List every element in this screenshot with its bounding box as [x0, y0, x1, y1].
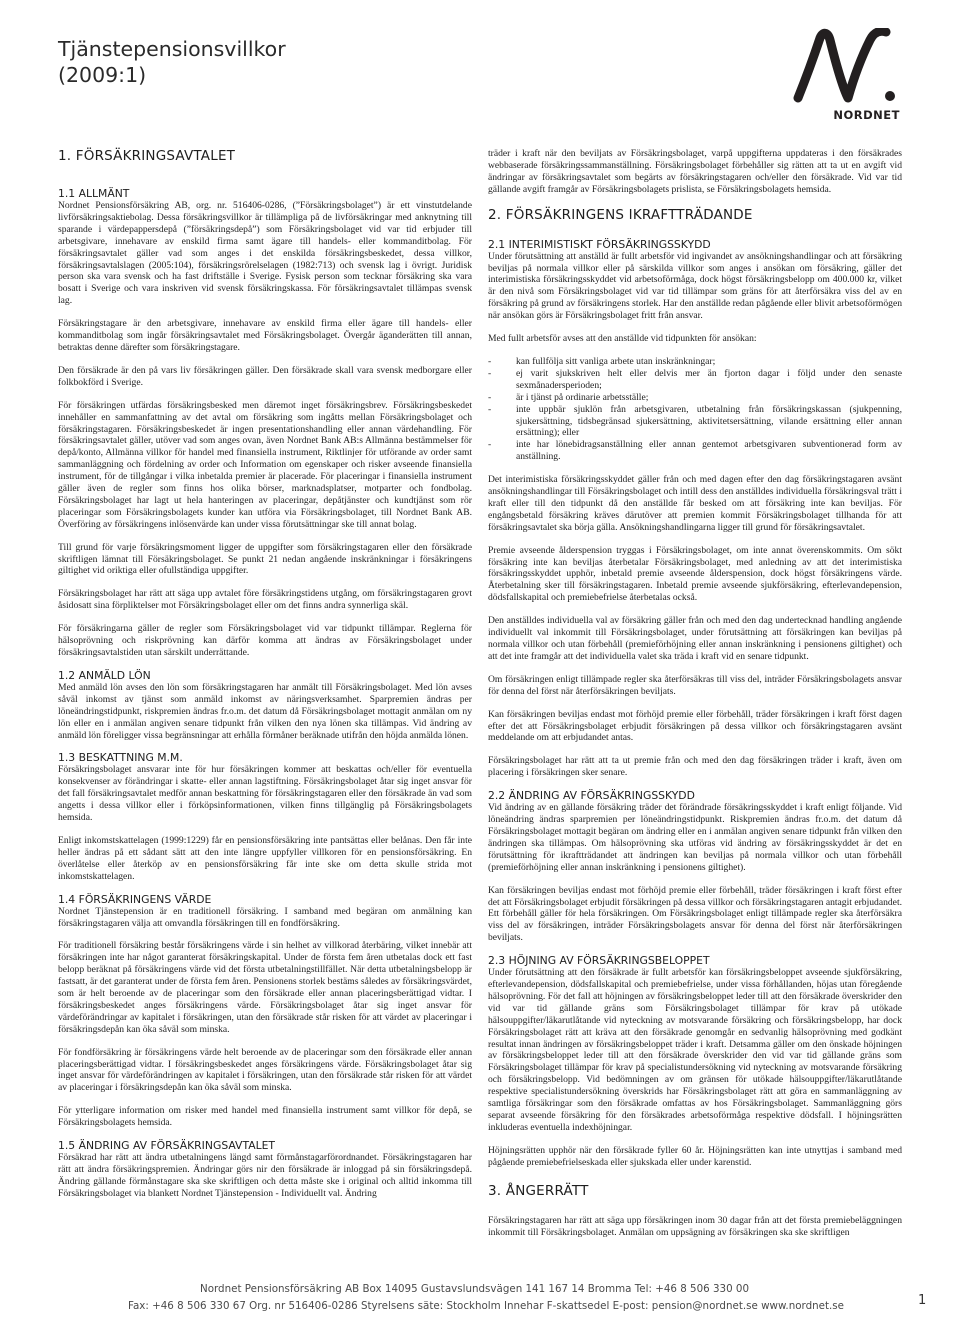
left-column: [58, 148, 472, 1211]
paragraph: Försäkringstagaren har rätt att säga upp försäkringen inom 30 dagar från att det första premiebeläggningen inkommit till Försäkringsbolaget. Anmälan om uppsägning av försäkringen ska ske skriftligen: [488, 1214, 902, 1238]
page-number: 1: [918, 1293, 927, 1308]
document-title: [58, 36, 286, 88]
footer-contact-line: Fax: +46 8 506 330 67 Org. nr 516406-0286 Styrelsens säte: Stockholm Innehar F-skattsedel E-post: pension@nordnet.se www.nordnet.se: [128, 1300, 844, 1312]
paragraph: Kan försäkringen beviljas endast mot förhöjd premie eller förbehåll, träder försäkringen i kraft först efter det att Försäkringsbolaget erbjudit försäkringen på dessa villkor och försäkringstagaren antagit erbjudandet. Ett förbehåll gäller för hela försäkringen. Om Försäkringsbolaget enligt tillämpade regler ska återförsäkra viss del av försäkringen, inträder Försäkringsbolagets ansvar för denna del först när återförsäkringen beviljats.: [488, 884, 903, 944]
section-2-2-heading: 2.2 ÄNDRING AV FÖRSÄKRINGSSKYDD: [488, 789, 695, 803]
section-1-1-heading: 1.1 ALLMÄNT: [58, 187, 130, 200]
paragraph: Försäkringsbolaget har rätt att ta ut premie från och med den dag försäkringen träder i kraft, även om placering i försäkringen sker senare.: [488, 755, 902, 779]
section-1-2-heading: 1.2 ANMÄLD LÖN: [58, 668, 151, 682]
paragraph: Premie avseende ålderspension tryggas i Försäkringsbolaget, om inte annat överenskommits. Om sökt försäkring inte kan beviljas återbetalar Försäkringsbolaget, med anledning av att det interimistiska försäkringsskyddet upphör, inbetald premie avseende ålderspension, dock högst försäkringens värde. Återbetalning sker till försäkringstagaren. Inbetald premie avseende sjukförsäkring, efterlevandepension, dödsfallskapital och premiebefrielse återbetalas också.: [488, 544, 902, 604]
section-1-heading: 1. FÖRSÄKRINGSAVTALET: [58, 148, 236, 164]
paragraph: Den försäkrade är den på vars liv försäkringen gäller. Den försäkrade skall vara svensk medborgare eller folkbokförd i Sverige.: [58, 364, 472, 388]
list-item: - kan fullfölja sitt vanliga arbete utan inskränkningar;: [488, 356, 902, 368]
right-column: [488, 148, 902, 1249]
paragraph: För försäkringarna gäller de regler som Försäkringsbolaget vid var tidpunkt tillämpar. Reglerna för hälsoprövning och riskprövning kan därför komma att ändras av Försäkringsbolaget under försäkringsavtalstiden utan särskilt underrättande.: [58, 623, 472, 658]
logo-wordmark: NORDNET: [833, 108, 900, 122]
nordnet-logo-mark-icon: [790, 28, 900, 110]
paragraph: Det interimistiska försäkringsskyddet gäller från och med dagen efter den dag försäkringstagaren avsänt ansökningshandlingar till Försäkringsbolaget och intill dess den anställdes individuella försäkringsval trätt i kraft eller till den tidpunkt då den anställde får besked om att försäkring inte kan beviljas. För engångsbetald försäkring kräves därutöver att premien kommit Försäkringsbolaget tillhanda för att försäkringsavtalet ska börja gälla. Ansökningshandlingarna ligger till grund för försäkringsavtalet.: [488, 474, 902, 533]
paragraph: Enligt inkomstskattelagen (1999:1229) får en pensionsförsäkring inte pantsättas eller belånas. Den får inte heller ändras på ett sådant sätt att den inte längre uppfyller villkoren för en pensionsförsäkring. En överlåtelse eller återköp av en pensionsförsäkring får inte ske om detta skulle strida mot inkomstskattelagen.: [58, 834, 472, 882]
section-1-5-heading: 1.5 ÄNDRING AV FÖRSÄKRINGSAVTALET: [58, 1139, 276, 1153]
section-2-3-heading: 2.3 HÖJNING AV FÖRSÄKRINGSBELOPPET: [488, 954, 710, 968]
paragraph: Den anställdes individuella val av försäkring gäller från och med den dag undertecknad handling angående individuellt val inkommit till Försäkringsbolaget, under förutsättning att försäkringen kan beviljas på normala villkor och utan förbehåll (premieförhöjning eller annan inskränkning i pensionens giltighet) och att det inte framgår att det individuella valet ska träda i kraft vid en senare tidpunkt.: [488, 615, 902, 662]
paragraph: Med anmäld lön avses den lön som försäkringstagaren har anmält till Försäkringsbolaget. Med lön avses såväl inkomst av tjänst som anmäld inkomst av näringsverksamhet. Sparpremien ändras per löneändringstidpunkt, riskpremien ändras fr.o.m. det datum då Försäkringsbolaget mottagit anmälan om ny lön eller en i anmälan angiven senare tidpunkt från vilken den nya lönen ska tillämpas. Vid ändring av anmäld lön föreligger vissa begränsningar att erhålla förmåner beräknade utifrån den höjda anmälda lönen.: [58, 681, 472, 741]
paragraph: För ytterligare information om risker med handel med finansiella instrument samt villkor för depå, se Försäkringsbolagets hemsida.: [58, 1105, 472, 1129]
paragraph: Om försäkringen enligt tillämpade regler ska återförsäkras till viss del, inträder Försäkringsbolagets ansvar för denna del först när återförsäkringen beviljats.: [488, 673, 902, 697]
footer-address-line: Nordnet Pensionsförsäkring AB Box 14095 Gustavslundsvägen 141 167 14 Bromma Tel: +46 8 506 330 00: [200, 1283, 749, 1295]
paragraph: Försäkrad har rätt att ändra utbetalningens längd samt förmånstagarförordnandet. Försäkringstagaren har rätt att ändra försäkringspremien. Ändringar görs nir den försäkrade är inloggad på sin försäkringsdepå. Ändring gällande förmånstagare ska ske skriftligen och detta måste ske i original och alltid inkomma till Försäkringsbolaget via blankett Nordnet Tjänstepension - Individuellt val. Ändring: [58, 1152, 472, 1199]
title-line-2: (2009:1): [58, 63, 147, 87]
paragraph: Nordnet Tjänstepension är en traditionell försäkring. I samband med begäran om anmälning kan försäkringstagaren välja att omvandla försäkringen till en fondförsäkring.: [58, 905, 472, 929]
list-item: - inte har lönebidragsanställning eller annan gentemot arbetsgivaren subventionerad form av anställning.: [488, 439, 902, 463]
paragraph: För traditionell försäkring består försäkringens värde i sin helhet av villkorad återbäring, vilket innebär att försäkringen inte har något garanterat försäkringskapital. Under de första fem åren utbetalas dock ett fast belopp beräknat på försäkringens värde vid det första utbetalningstillfället. När detta utbetalningsbelopp är fastsatt, är det garanterat under de första fem åren. Pensionens storlek bestäms således av försäkringsvärdet, som är helt beroende av de placeringar som den försäkrade eller annan placeringsberättigad vidtar. I försäkringsbeskedet anges försäkringens värde. Försäkringsbolaget åtar sig inget ansvar för värdeförändringar av kapitalet i försäkringen, utan den försäkrade står risken för att värdet av placeringar i försäkringsdepån kan öka såväl som minska.: [58, 940, 472, 1035]
section-3-heading: 3. ÅNGERRÄTT: [488, 1182, 589, 1199]
title-line-1: Tjänstepensionsvillkor: [58, 37, 286, 61]
list-item: - är i tjänst på ordinarie arbetsställe;: [488, 392, 902, 404]
section-1-3-heading: 1.3 BESKATTNING M.M.: [58, 751, 183, 765]
paragraph: Höjningsrätten upphör när den försäkrade fyller 60 år. Höjningsrätten kan inte utnyttjas i samband med pågående premiebefrielseskada eller sjukskada eller under karenstid.: [488, 1144, 902, 1168]
paragraph: Försäkringsbolaget har rätt att säga upp avtalet före försäkringstidens utgång, om försäkringstagaren grovt åsidosatt sina förpliktelser mot Försäkringsbolaget eller om det finns andra synnerliga skäl.: [58, 588, 472, 612]
paragraph: Till grund för varje försäkringsmoment ligger de uppgifter som försäkringstagaren eller den försäkrade skriftligen lämnat till Försäkringsbolaget. Se punkt 21 nedan angående inskränkningar i försäkringens giltighet vid oriktiga eller ofullständiga uppgifter.: [58, 541, 472, 577]
section-1-4-heading: 1.4 FÖRSÄKRINGENS VÄRDE: [58, 892, 212, 906]
paragraph: Försäkringsbolaget ansvarar inte för hur försäkringen kommer att beskattas och/eller för eventuella konsekvenser av förändringar i skatte- eller annan lagstiftning. Försäkringsbolaget åtar sig inget ansvar för det fall försäkringsavtalet medför annan beskattning för försäkringstagaren eller den försäkrade än vad som angetts i dessa villkor eller i förköpsinformationen, vilken finns tillgänglig på Försäkringsbolagets hemsida.: [58, 764, 472, 824]
section-2-1-heading: 2.1 INTERIMISTISKT FÖRSÄKRINGSSKYDD: [488, 237, 711, 251]
paragraph: Kan försäkringen beviljas endast mot förhöjd premie eller förbehåll, träder försäkringen i kraft först dagen efter det att Försäkringsbolaget erbjudit försäkringen på dessa villkor och försäkringstagaren avsänt meddelande om att erbjudandet antas.: [488, 708, 902, 744]
paragraph: För försäkringen utfärdas försäkringsbesked men däremot inget försäkringsbrev. Försäkringsbeskedet innehåller en sammanfattning av det avtal om försäkring som ingåtts mellan Försäkringsbolaget och försäkringstagaren. Försäkringsbeskedet är ingen presentationshandling eller annan värdehandling. För försäkringsavtalet gäller, utöver vad som anges ovan, även Nordnet Bank AB:s Allmänna bestämmelser för depå/konto, Allmänna villkor för handel med finansiella instrument, Riktlinjer för utförande av order samt sammanläggning och fördelning av order och Information om egenskaper och risker avseende finansiella instrument, för de tillgångar i vilka inbetalda premier är placerade. För placeringar i finansiella instrument gäller även de regler som finns hos olika börser, marknadsplatser, motparter och fondbolag. Försäkringsbolaget har lagt ut hela hanteringen av placeringar, depåtjänster och kundtjänst som rör placeringar som Försäkringsbolagets kunder kan utföra via Försäkringsbolaget, till Nordnet Bank AB. Överföring av försäkringens inlösenvärde kan under vissa förutsättningar ske till annat bolag.: [58, 399, 472, 530]
paragraph: Under förutsättning att den försäkrade är fullt arbetsför kan försäkringsbeloppet avseende sjukförsäkring, efterlevandepension, dödsfallskapital och premiebefrielse, under vissa förhållanden, höjas utan föregående hälsoprövning. För det fall att höjningen av försäkringsbeloppet leder till att den försäkrade överskrider den vid var tid gällande gräns som Försäkringsbolaget tillämpar för krav på utökade hälsouppgifter/läkarutlåtande vid nyteckning av motsvarande försäkring och försäkringsbelopp, har dock Försäkringsbolaget rätt att kräva att den försäkrade genomgår en sedvanlig hälsoprövning med godkänt resultat innan ändringen av försäkringsbeloppet träder i kraft. Detsamma gäller om den önskade höjningen av försäkringsbeloppet leder till att den försäkrade överskrider den vid var tid gällande gräns som Försäkringsbolaget tillämpar för krav på specialistundersökning vid nyteckning av motsvarande försäkring och försäkringsbelopp. Vid bedömningen av om gränsen för utökade hälsouppgifter/läkarutlåtande respektive specialistundersökning överskrids har Försäkringsbolaget rätt att göra en sammanläggning av samtliga försäkringar som den försäkrade omfattas av hos Försäkringsbolaget. Sammanläggning görs separat avseende försäkring för den försäkrades arbetsoförmåga respektive dödsfall. I höjningsrätten inkluderas eventuella indexhöjningar.: [488, 967, 902, 1133]
paragraph: För fondförsäkring är försäkringens värde helt beroende av de placeringar som den försäkrade eller annan placeringsberättigad vidtar. I försäkringsbeskedet anges försäkringens värde. Försäkringsbolaget åtar sig inget ansvar för värdeförändringen av kapitalet i försäkringen, utan den försäkrade står risken för att värdet av placeringar i försäkringsdepån kan öka såväl som minska.: [58, 1046, 472, 1094]
requirements-list: [488, 356, 902, 463]
paragraph: Nordnet Pensionsförsäkring AB, org. nr. 516406-0286, (”Försäkringsbolaget”) är ett vinstutdelande livförsäkringsaktiebolag. Dessa försäkringsvillkor är tillämpliga på de livförsäkringar med anknytning till sparande i värdepappersdepå (”försäkringsdepå”) som Försäkringsbolaget vid var tid erbjuder till arbetsgivare, innehavare av enskild firma samt ägare till handels- eller kommanditbolag. För försäkringsavtalet gäller vad som anges i det enskilda försäkringsbeskedet, dessa villkor, försäkringsavtalslagen (2005:104), försäkringsrörelselagen (1982:713) och svensk lag i övrigt. Juridisk person ska vara svensk och ha fast driftställe i Sverige. Fysisk person som tecknar försäkring ska vara bosatt i Sverige och vara inskriven vid svensk försäkringskassa. För försäkringsavtalet tillämpas svensk lag.: [58, 200, 472, 307]
paragraph: träder i kraft när den beviljats av Försäkringsbolaget, varpå uppgifterna uppdateras i den försäkrades webbaserade försäkringssammanställning. Försäkringsbolaget förbehåller sig rätten att ta ut en avgift vid ändringar av försäkringsavtalet som begärts av försäkringstagaren och/eller den försäkrade. Vid var tid gällande avgift framgår av Försäkringsbolagets prislista, se Försäkringsbolagets hemsida.: [488, 148, 902, 195]
list-item: - ej varit sjukskriven helt eller delvis mer än fjorton dagar i följd under den senaste sexmånadersperioden;: [488, 368, 902, 392]
section-2-heading: 2. FÖRSÄKRINGENS IKRAFTTRÄDANDE: [488, 206, 753, 223]
paragraph: Under förutsättning att anställd är fullt arbetsför vid ingivandet av ansökningshandlingar och att försäkring beviljas på normala villkor eller på särskilda villkor som anges i ansökan om försäkring, gäller det interimistiska försäkringsskyddet vid arbetsoförmåga, dock högst försäkringsbelopp om 400.000 kr, vilket är den nivå som Försäkringsbolaget vid var tid tillämpar som gräns för att återförsäkra viss del av en försäkring på grund av försäkringens storlek. Har den anställde redan pågående eller blivit arbetsoförmögen när ansökan görs är Försäkringsbolaget fritt från ansvar.: [488, 250, 902, 322]
paragraph: Med fullt arbetsför avses att den anställde vid tidpunkten för ansökan:: [488, 333, 757, 345]
nordnet-logo: [790, 28, 900, 128]
paragraph: Försäkringstagare är den arbetsgivare, innehavare av enskild firma eller ägare till handels- eller kommanditbolag som ingår försäkringsavtalet med Försäkringsbolaget. Övergår äganderätten till annan, betraktas denne därefter som försäkringstagare.: [58, 318, 472, 353]
list-item: - inte uppbär sjuklön från arbetsgivaren, utbetalning från försäkringskassan (sjukpenning, sjukersättning, tidsbegränsad sjukersättning, aktivitetsersättning, vilande ersättning eller annan ersättning); eller: [488, 404, 902, 440]
paragraph: Vid ändring av en gällande försäkring träder det förändrade försäkringsskyddet i kraft enligt följande. Vid löneändring ändras sparpremien per löneändringstidpunkt. Riskpremien ändras fr.o.m. det datum då Försäkringsbolaget mottagit begäran om ändring eller en i anmälan angiven senare tidpunkt från vilken den ändringen ska tillämpas. Om hälsoprövning ska utföras vid ändring av försäkringsskyddet är det en förutsättning för ikraftträdandet att ändringen kan beviljas på normala villkor och utan förbehåll (premieförhöjning eller annan inskränkning i pensionens giltighet).: [488, 802, 902, 873]
